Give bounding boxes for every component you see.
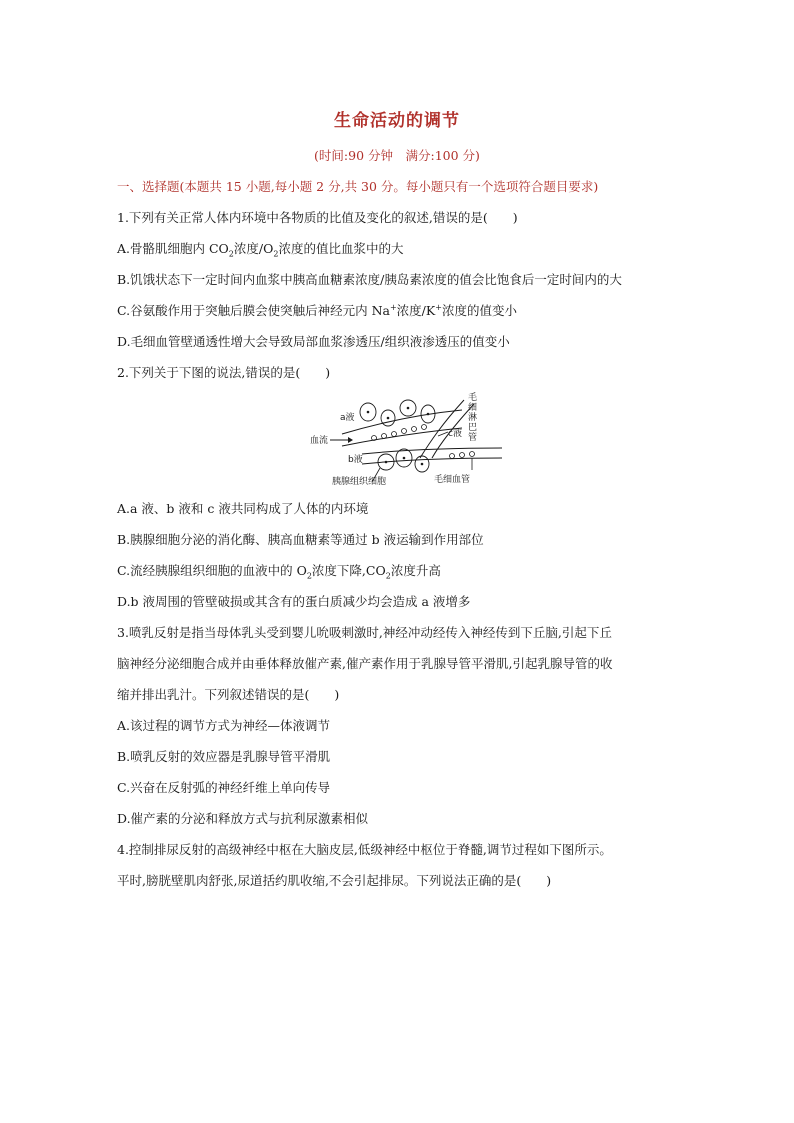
question-3-option-c: C.兴奋在反射弧的神经纤维上单向传导 <box>117 780 331 795</box>
question-1-option-b: B.饥饿状态下一定时间内血浆中胰高血糖素浓度/胰岛素浓度的值会比饱食后一定时间内的大 <box>117 272 622 287</box>
section-header: 一、选择题(本题共 15 小题,每小题 2 分,共 30 分。每小题只有一个选项符合题目要求) <box>117 179 599 194</box>
label-lymph-2: 细 <box>468 403 478 413</box>
question-1-stem: 1.下列有关正常人体内环境中各物质的比值及变化的叙述,错误的是( ) <box>117 210 518 225</box>
label-lymph-3: 淋 <box>468 413 478 423</box>
question-2-stem: 2.下列关于下图的说法,错误的是( ) <box>117 365 331 380</box>
question-3-stem-line-3: 缩并排出乳汁。下列叙述错误的是( ) <box>117 687 340 702</box>
question-3-option-d: D.催产素的分泌和释放方式与抗利尿激素相似 <box>117 811 369 826</box>
question-3-stem-line-1: 3.喷乳反射是指当母体乳头受到婴儿吮吸刺激时,神经冲动经传入神经传到下丘脑,引起下丘 <box>117 625 612 640</box>
question-3-stem-line-2: 脑神经分泌细胞合成并由垂体释放催产素,催产素作用于乳腺导管平滑肌,引起乳腺导管的收 <box>117 656 613 671</box>
label-lymph-5: 管 <box>468 433 478 443</box>
question-2-option-a: A.a 液、b 液和 c 液共同构成了人体的内环境 <box>117 501 369 516</box>
question-1-option-c: C.谷氨酸作用于突触后膜会使突触后神经元内 Na+浓度/K+浓度的值变小 <box>117 302 517 318</box>
question-1-option-d: D.毛细血管壁通透性增大会导致局部血浆渗透压/组织液渗透压的值变小 <box>117 334 510 349</box>
question-1-option-a: A.骨骼肌细胞内 $CO_2$浓度$/O_2$浓度的值比血浆中的大 <box>117 241 404 259</box>
label-a-liquid: a液 <box>340 413 355 423</box>
label-capillary: 毛细血管 <box>434 475 471 485</box>
question-3-option-b: B.喷乳反射的效应器是乳腺导管平滑肌 <box>117 749 331 764</box>
question-3-option-a: A.该过程的调节方式为神经—体液调节 <box>117 718 331 733</box>
question-2-option-b: B.胰腺细胞分泌的消化酶、胰高血糖素等通过 b 液运输到作用部位 <box>117 532 484 547</box>
question-4-stem-line-2: 平时,膀胱壁肌肉舒张,尿道括约肌收缩,不会引起排尿。下列说法正确的是( ) <box>117 873 552 888</box>
tissue-diagram <box>302 392 502 488</box>
label-lymph-4: 巴 <box>468 423 478 433</box>
label-b-liquid: b液 <box>348 455 363 465</box>
label-pancreas-cell: 胰腺组织细胞 <box>332 477 387 487</box>
question-2-option-d: D.b 液周围的管壁破损或其含有的蛋白质减少均会造成 a 液增多 <box>117 594 471 609</box>
page-title: 生命活动的调节 <box>334 111 460 131</box>
question-4-stem-line-1: 4.控制排尿反射的高级神经中枢在大脑皮层,低级神经中枢位于脊髓,调节过程如下图所示。 <box>117 842 612 857</box>
label-c-liquid: c液 <box>448 429 462 439</box>
label-blood-flow: 血流 <box>310 436 329 446</box>
label-lymph-1: 毛 <box>468 393 478 403</box>
question-2-option-c: C.流经胰腺组织细胞的血液中的 $O_2$浓度下降$,CO_2$浓度升高 <box>117 563 441 581</box>
exam-info: (时间:90 分钟 满分:100 分) <box>314 148 480 163</box>
